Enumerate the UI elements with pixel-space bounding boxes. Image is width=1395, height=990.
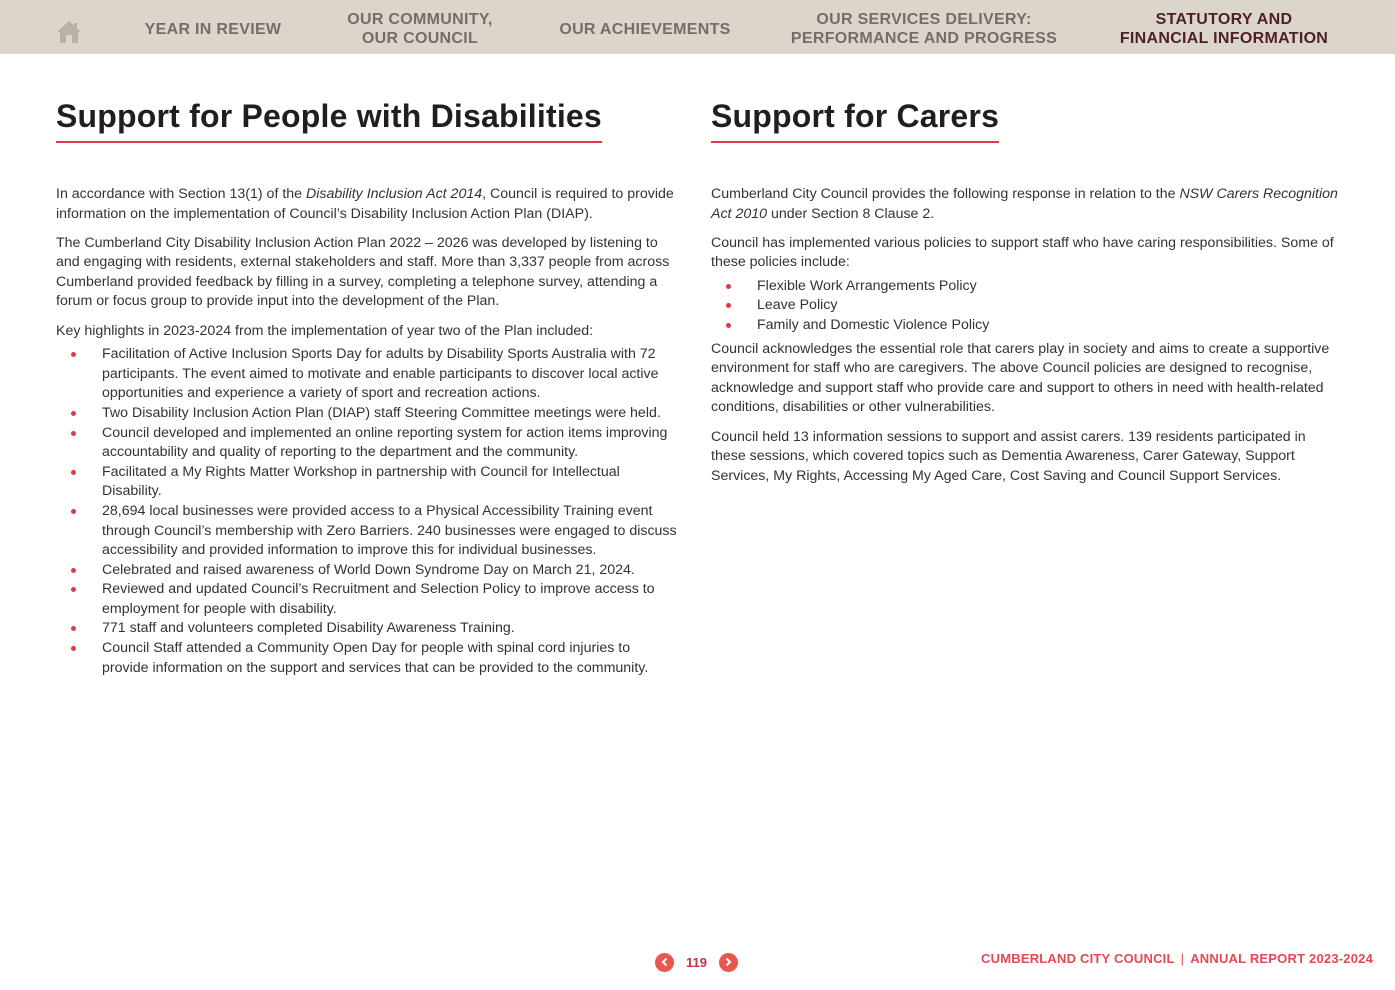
right-paragraph-1: Cumberland City Council provides the following response in relation to the NSW Carers Recognition Act 2010 under Section 8 Clause 2. <box>711 186 1338 222</box>
right-paragraph-4: Council held 13 information sessions to support and assist carers. 139 residents participated in these sessions, which covered topics such as Dementia Awareness, Carer Gateway, Support Services, My Rights, Accessing My Aged Care, Cost Saving and Council Support Services. <box>711 428 1306 484</box>
pagination <box>655 952 738 972</box>
nav-our-community-our-council[interactable]: OUR COMMUNITY, OUR COUNCIL <box>347 11 493 47</box>
page-number: 119 <box>686 954 707 970</box>
left-paragraph-3: Key highlights in 2023-2024 from the implementation of year two of the Plan included: <box>56 322 594 339</box>
right-body <box>711 185 1343 486</box>
left-paragraph-1: In accordance with Section 13(1) of the Disability Inclusion Act 2014, Council is required to provide information on the implementation of Council’s Disability Inclusion Action Plan (DIAP). <box>56 186 674 222</box>
highlights-list <box>56 345 678 678</box>
list-item: Celebrated and raised awareness of World Down Syndrome Day on March 21, 2024. <box>56 561 678 581</box>
act-name: Disability Inclusion Act 2014 <box>306 186 483 202</box>
council-name: CUMBERLAND CITY COUNCIL <box>981 951 1175 966</box>
list-item: Facilitation of Active Inclusion Sports Day for adults by Disability Sports Australia with 72 participants. The event aimed to motivate and enable participants to discover local active opportunities and experience a variety of sport and recreation actions. <box>56 345 678 404</box>
list-item: 771 staff and volunteers completed Disability Awareness Training. <box>56 619 678 639</box>
nav-year-in-review[interactable]: YEAR IN REVIEW <box>144 20 282 38</box>
list-item: Flexible Work Arrangements Policy <box>711 277 1343 297</box>
left-column <box>56 94 678 682</box>
left-body <box>56 185 678 678</box>
section-title-disabilities: Support for People with Disabilities <box>56 94 602 143</box>
nav-our-achievements[interactable]: OUR ACHIEVEMENTS <box>559 20 731 38</box>
left-paragraph-2: The Cumberland City Disability Inclusion Action Plan 2022 – 2026 was developed by listening to and engaging with residents, external stakeholders and staff. More than 3,337 people from across Cumberland provided feedback by filling in a survey, completing a telephone survey, attending a forum or focus group to provide input into the development of the Plan. <box>56 234 670 310</box>
previous-page-button[interactable] <box>655 953 674 972</box>
footer-brand <box>981 951 1373 966</box>
right-paragraph-3: Council acknowledges the essential role that carers play in society and aims to create a supportive environment for staff who are caregivers. The above Council policies are designed to recognise, acknowledge and support staff who provide care and support to others in need with health-related conditions, disabilities or other vulnerabilities. <box>711 340 1330 416</box>
nav-our-services-delivery[interactable]: OUR SERVICES DELIVERY: PERFORMANCE AND PROGRESS <box>790 11 1058 47</box>
next-page-button[interactable] <box>719 953 738 972</box>
footer-separator: | <box>1180 951 1185 966</box>
act-name: NSW Carers Recognition Act 2010 <box>711 186 1338 222</box>
right-paragraph-2: Council has implemented various policies to support staff who have caring responsibilities. Some of these policies include: <box>711 234 1334 271</box>
list-item: Two Disability Inclusion Action Plan (DIAP) staff Steering Committee meetings were held. <box>56 404 678 424</box>
report-name: ANNUAL REPORT 2023-2024 <box>1190 951 1373 966</box>
chevron-right-icon <box>723 957 733 967</box>
list-item: Family and Domestic Violence Policy <box>711 316 1343 336</box>
section-title-carers: Support for Carers <box>711 94 999 143</box>
list-item: Reviewed and updated Council’s Recruitment and Selection Policy to improve access to employment for people with disability. <box>56 580 678 619</box>
list-item: Council developed and implemented an online reporting system for action items improving accountability and quality of reporting to the department and the community. <box>56 424 678 463</box>
top-navigation <box>0 0 1395 54</box>
nav-statutory-and-financial-information[interactable]: STATUTORY AND FINANCIAL INFORMATION <box>1119 11 1329 47</box>
list-item: 28,694 local businesses were provided access to a Physical Accessibility Training event through Council’s membership with Zero Barriers. 240 businesses were engaged to discuss accessibility and provided information to improve this for individual businesses. <box>56 502 678 561</box>
home-icon[interactable] <box>56 20 82 46</box>
list-item: Council Staff attended a Community Open Day for people with spinal cord injuries to provide information on the support and services that can be provided to the community. <box>56 639 678 678</box>
policies-list <box>711 277 1343 336</box>
list-item: Facilitated a My Rights Matter Workshop in partnership with Council for Intellectual Disability. <box>56 463 678 502</box>
right-column <box>711 94 1343 496</box>
chevron-left-icon <box>660 957 670 967</box>
list-item: Leave Policy <box>711 296 1343 316</box>
